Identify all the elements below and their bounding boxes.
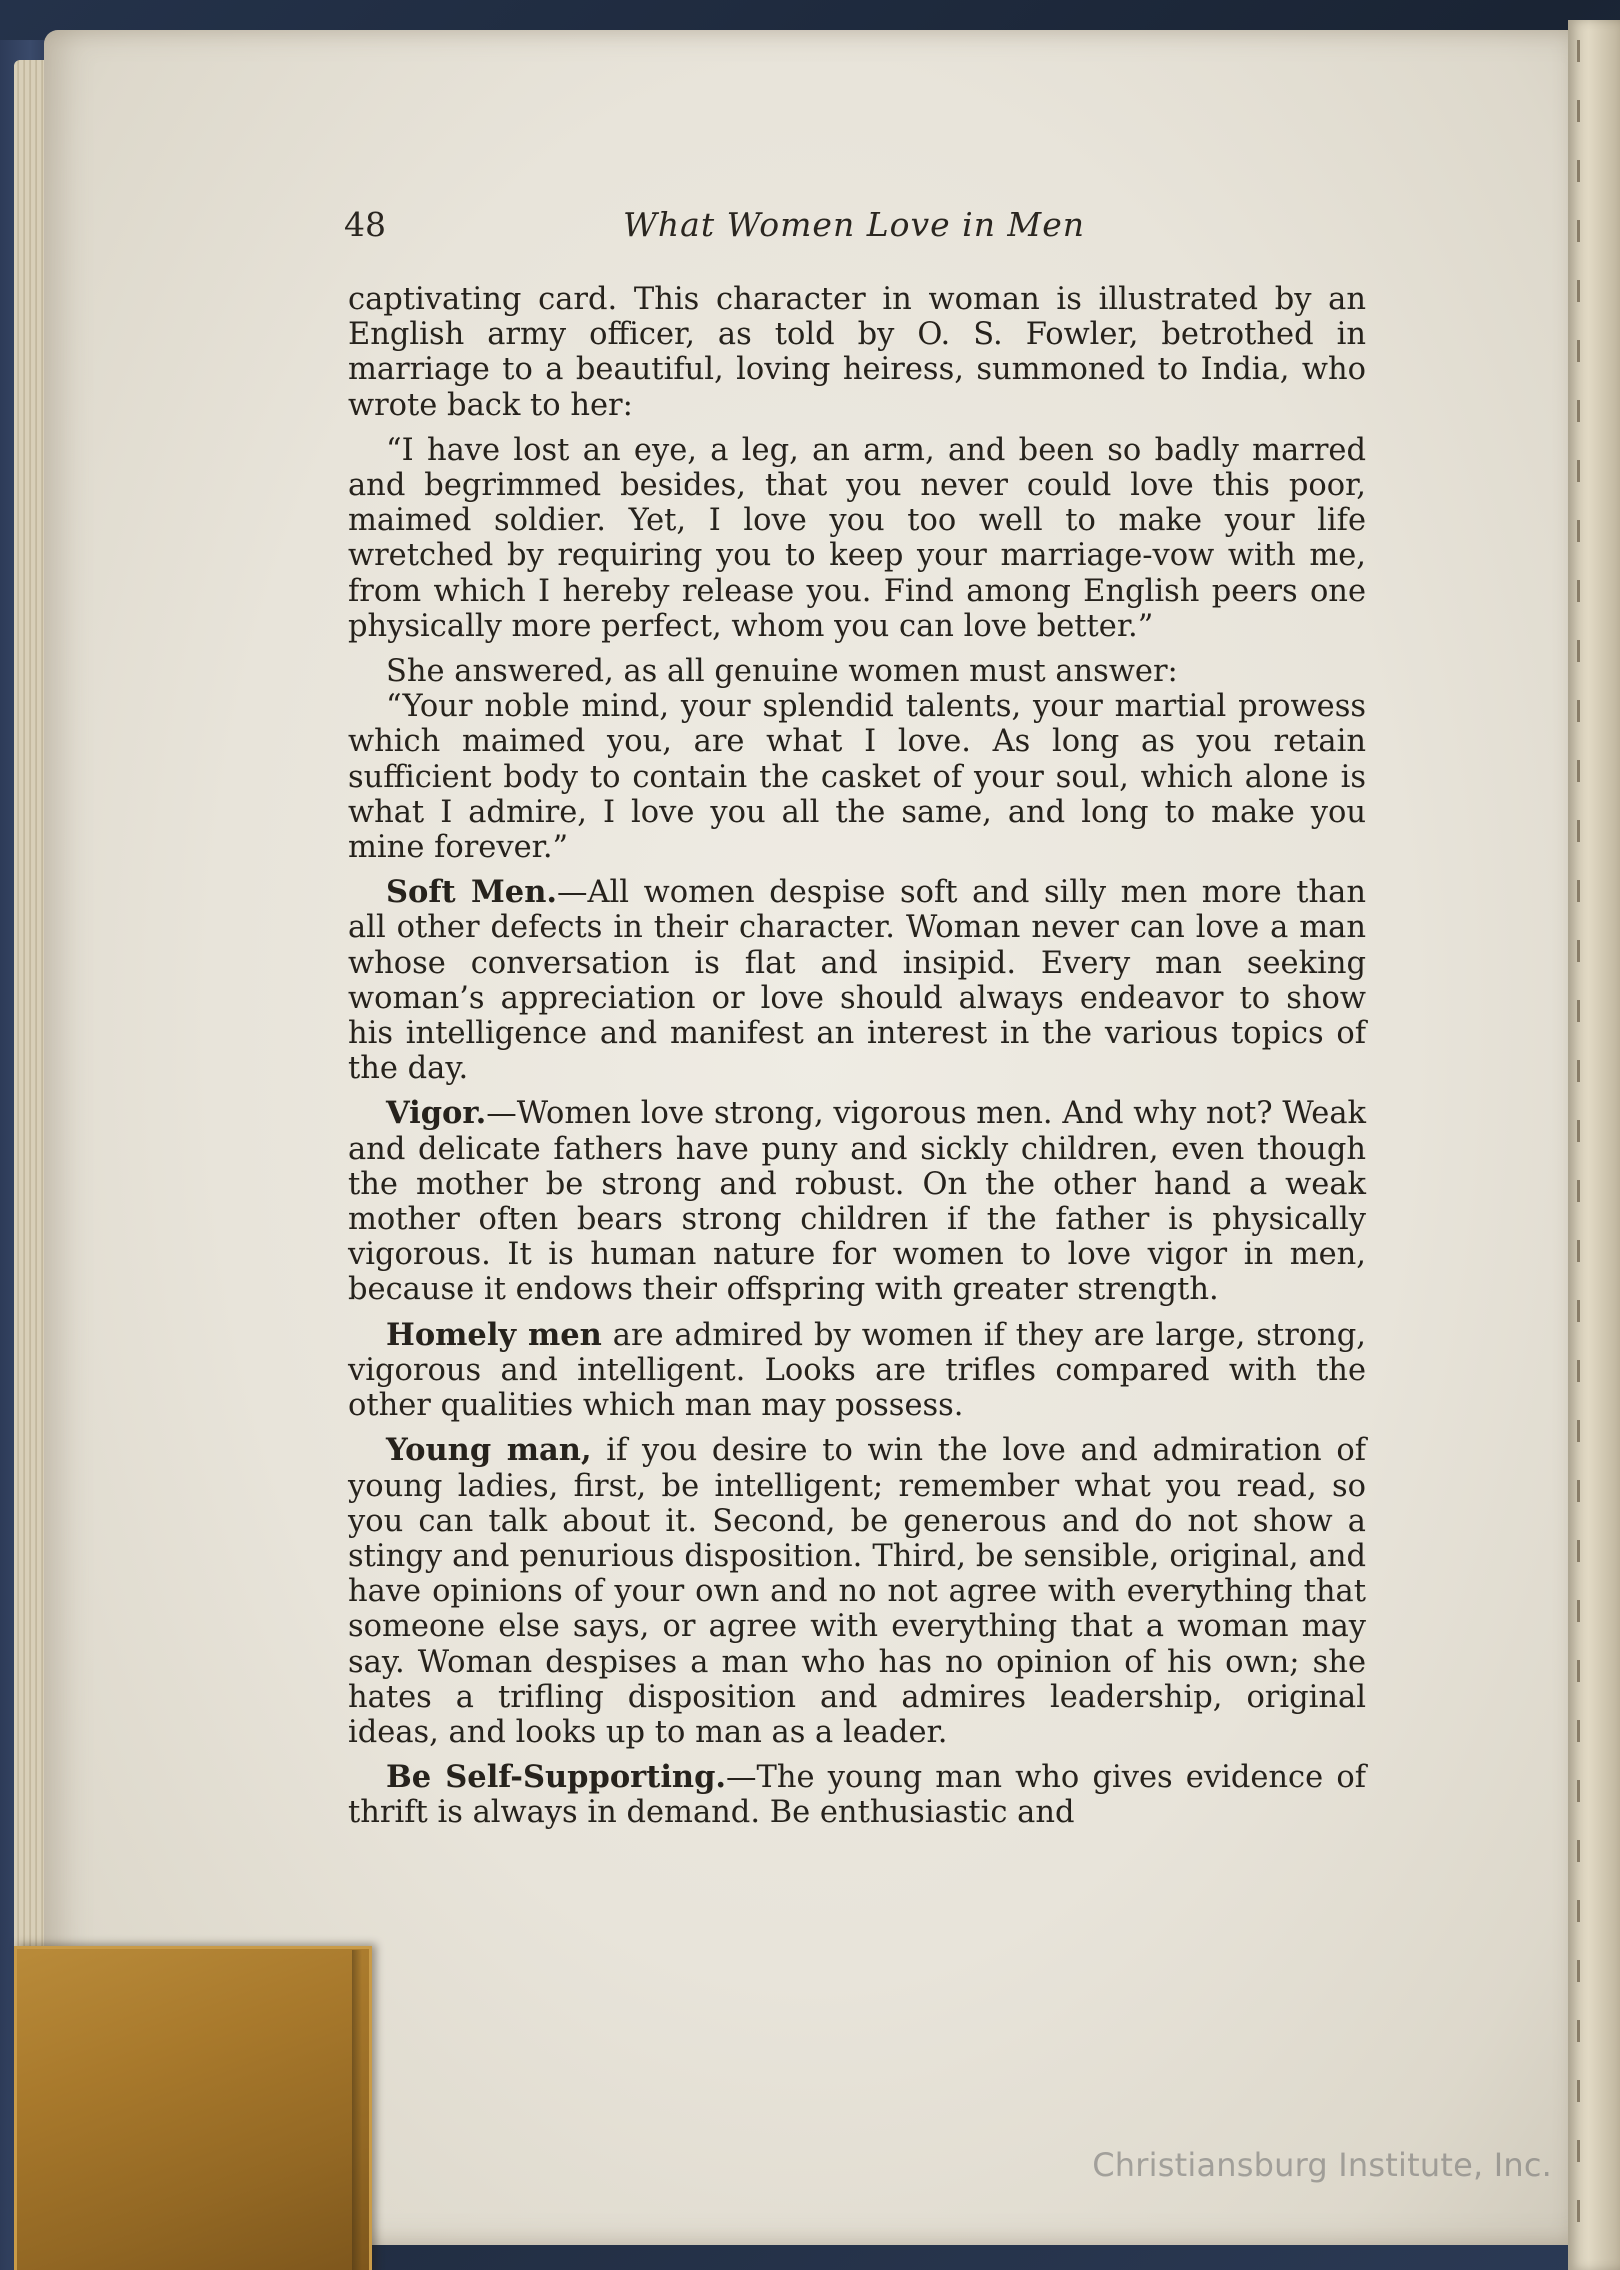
paragraph-soft-men xyxy=(348,875,1366,1086)
paragraph-1 xyxy=(348,282,1366,423)
paragraph-young-man xyxy=(348,1433,1366,1750)
section-heading: Be Self-Supporting. xyxy=(386,1759,727,1796)
paragraph-text: are admired by women if they are large, strong, vigorous and intelligent. Looks are trifles compared with the other qualities which man may possess. xyxy=(348,1317,1366,1424)
paragraph-3 xyxy=(348,654,1366,689)
paragraph-text: —Women love strong, vigorous men. And why not? Weak and delicate fathers have puny and sickly children, even though the mother be strong and robust. On the other hand a weak mother often bears strong children if the father is physically vigorous. It is human nature for women to love vigor in men, because it endows their offspring with greater strength. xyxy=(348,1096,1366,1308)
section-heading: Young man, xyxy=(386,1432,592,1469)
paragraph-self-supporting xyxy=(348,1760,1366,1830)
page-header xyxy=(344,205,1364,255)
gutter-stitching xyxy=(1577,40,1580,2240)
watermark-text: Christiansburg Institute, Inc. xyxy=(1092,2146,1552,2184)
paragraph-4 xyxy=(348,689,1366,865)
page-number: 48 xyxy=(344,205,386,244)
paragraph-2 xyxy=(348,433,1366,644)
paragraph-text: —The young man who gives evidence of thrift is always in demand. Be enthusiastic and xyxy=(348,1760,1366,1831)
paragraph-text: “I have lost an eye, a leg, an arm, and been so badly marred and begrimmed besides, that you never could love this poor, maimed soldier. Yet, I love you too well to make your life wretched by requiring you to keep your marriage-vow with me, from which I hereby release you. Find among English peers one physically more perfect, whom you can love better.” xyxy=(348,432,1366,644)
paragraph-text: “Your noble mind, your splendid talents, your martial prowess which maimed you, are what I love. As long as you retain sufficient body to contain the casket of your soul, which alone is what I admire, I love you all the same, and long to make you mine forever.” xyxy=(348,689,1366,866)
page-body xyxy=(348,282,1366,1841)
section-heading: Soft Men. xyxy=(386,874,558,911)
gold-bookmark xyxy=(14,1946,372,2270)
bookmark-shadow xyxy=(352,1950,362,2270)
paragraph-text: captivating card. This character in woman is illustrated by an English army officer, as told by O. S. Fowler, betrothed in marriage to a beautiful, loving heiress, summoned to India, who wrote back to her: xyxy=(348,282,1366,423)
paragraph-homely-men xyxy=(348,1318,1366,1424)
section-heading: Vigor. xyxy=(386,1095,487,1132)
running-title: What Women Love in Men xyxy=(622,205,1086,244)
page-right-edge xyxy=(1568,20,1620,2270)
paragraph-text: She answered, as all genuine women must answer: xyxy=(386,654,1178,690)
paragraph-vigor xyxy=(348,1096,1366,1307)
section-heading: Homely men xyxy=(386,1316,602,1353)
paragraph-text: —All women despise soft and silly men more than all other defects in their character. Woman never can love a man whose conversation is flat and insipid. Every man seeking woman’s appreciation or love should always endeavor to show his intelligence and manifest an interest in the various topics of the day. xyxy=(348,875,1366,1087)
paragraph-text: if you desire to win the love and admiration of young ladies, first, be intelligent; remember what you read, so you can talk about it. Second, be generous and do not show a stingy and penurious disposition. Third, be sensible, original, and have opinions of your own and no not agree with everything that someone else says, or agree with everything that a woman may say. Woman despises a man who has no opinion of his own; she hates a trifling disposition and admires leadership, original ideas, and looks up to man as a leader. xyxy=(348,1433,1367,1750)
